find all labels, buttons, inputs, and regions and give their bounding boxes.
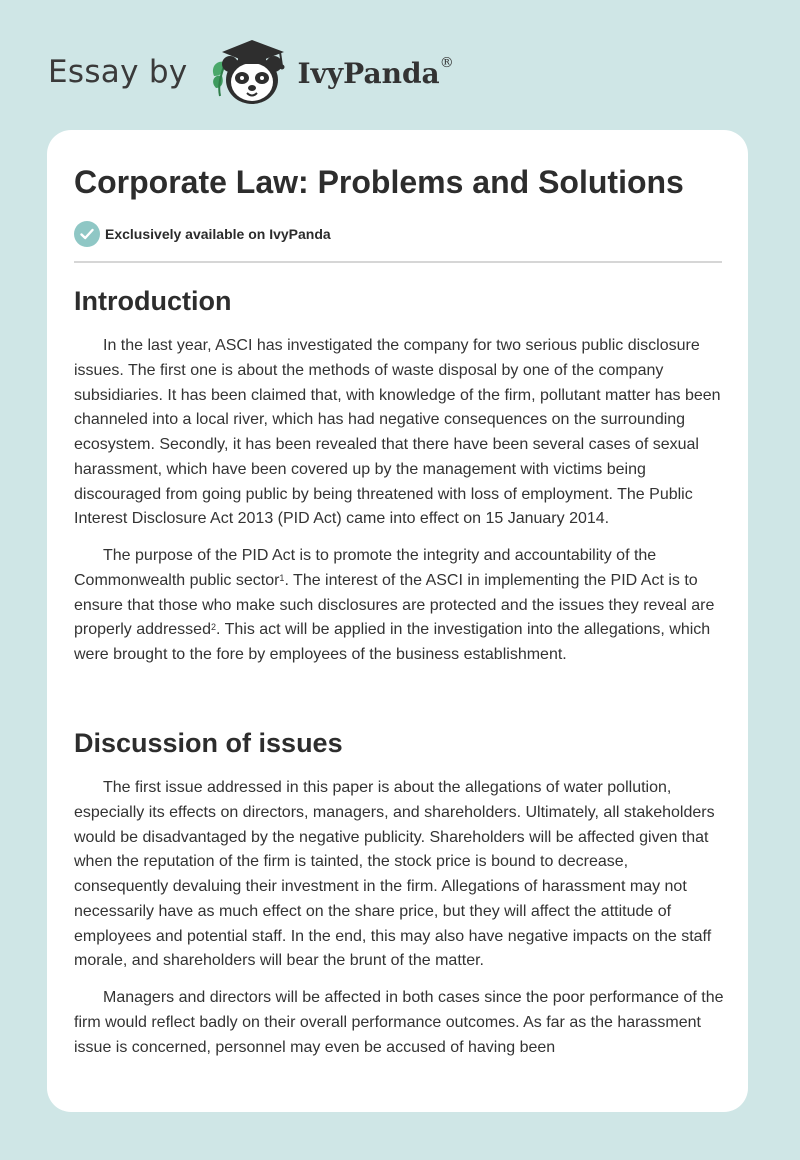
essay-card <box>47 130 748 1112</box>
paragraph: In the last year, ASCI has investigated the company for two serious public disclosure issues. The first one is about the methods of waste disposal by one of the company subsidiaries. It has been claimed that, with knowledge of the firm, pollutant matter has been channeled into a local river, which has had negative consequences on the surrounding ecosystem. Secondly, it has been revealed that there have been several cases of sexual harassment, which have been covered up by the management with victims being discouraged from going public by being threatened with loss of employment. The Public Interest Disclosure Act 2013 (PID Act) came into effect on 15 January 2014. <box>74 337 721 528</box>
paragraph: Managers and directors will be affected in both cases since the poor performance of the firm would reflect badly on their overall performance outcomes. As far as the harassment issue is concerned, personnel may even be accused of having been <box>74 989 724 1056</box>
paragraph: The purpose of the PID Act is to promote the integrity and accountability of the Commonwealth public sector$^1$. The interest of the ASCI in implementing the PID Act is to ensure that those who make such disclosures are protected and the issues they reveal are properly addressed$^2$. This act will be applied in the investigation into the allegations, which were brought to the fore by employees of the business establishment. <box>74 547 715 663</box>
essay-title: Corporate Law: Problems and Solutions <box>74 164 684 200</box>
footnote-ref[interactable]: 1 <box>279 572 285 583</box>
brand-header[interactable] <box>48 36 454 108</box>
section-heading: Discussion of issues <box>74 728 343 758</box>
brand-prefix: Essay by <box>48 54 188 90</box>
brand-name: IvyPanda® <box>297 54 454 90</box>
availability-text: Exclusively available on IvyPanda <box>105 226 331 242</box>
footnote-ref[interactable]: 2 <box>210 622 216 633</box>
paragraph: The first issue addressed in this paper is about the allegations of water pollution, especially its effects on directors, managers, and shareholders. Ultimately, all stakeholders would be disadvantaged by the negative publicity. Shareholders will be affected given that when the reputation of the firm is tainted, the stock price is bound to decrease, consequently devaluing their investment in the firm. Allegations of harassment may not necessarily have as much effect on the share price, but they will affect the attitude of employees and potential staff. In the end, this may also have negative impacts on the staff morale, and shareholders will bear the brunt of the matter. <box>74 779 715 970</box>
section-discussion-of-issues <box>74 726 724 1072</box>
check-icon <box>74 221 100 247</box>
panda-logo-icon <box>204 36 296 108</box>
title-divider <box>74 261 722 263</box>
section-introduction <box>74 284 724 680</box>
section-heading: Introduction <box>74 286 232 316</box>
registered-mark: ® <box>439 54 454 71</box>
availability-badge <box>74 221 331 247</box>
